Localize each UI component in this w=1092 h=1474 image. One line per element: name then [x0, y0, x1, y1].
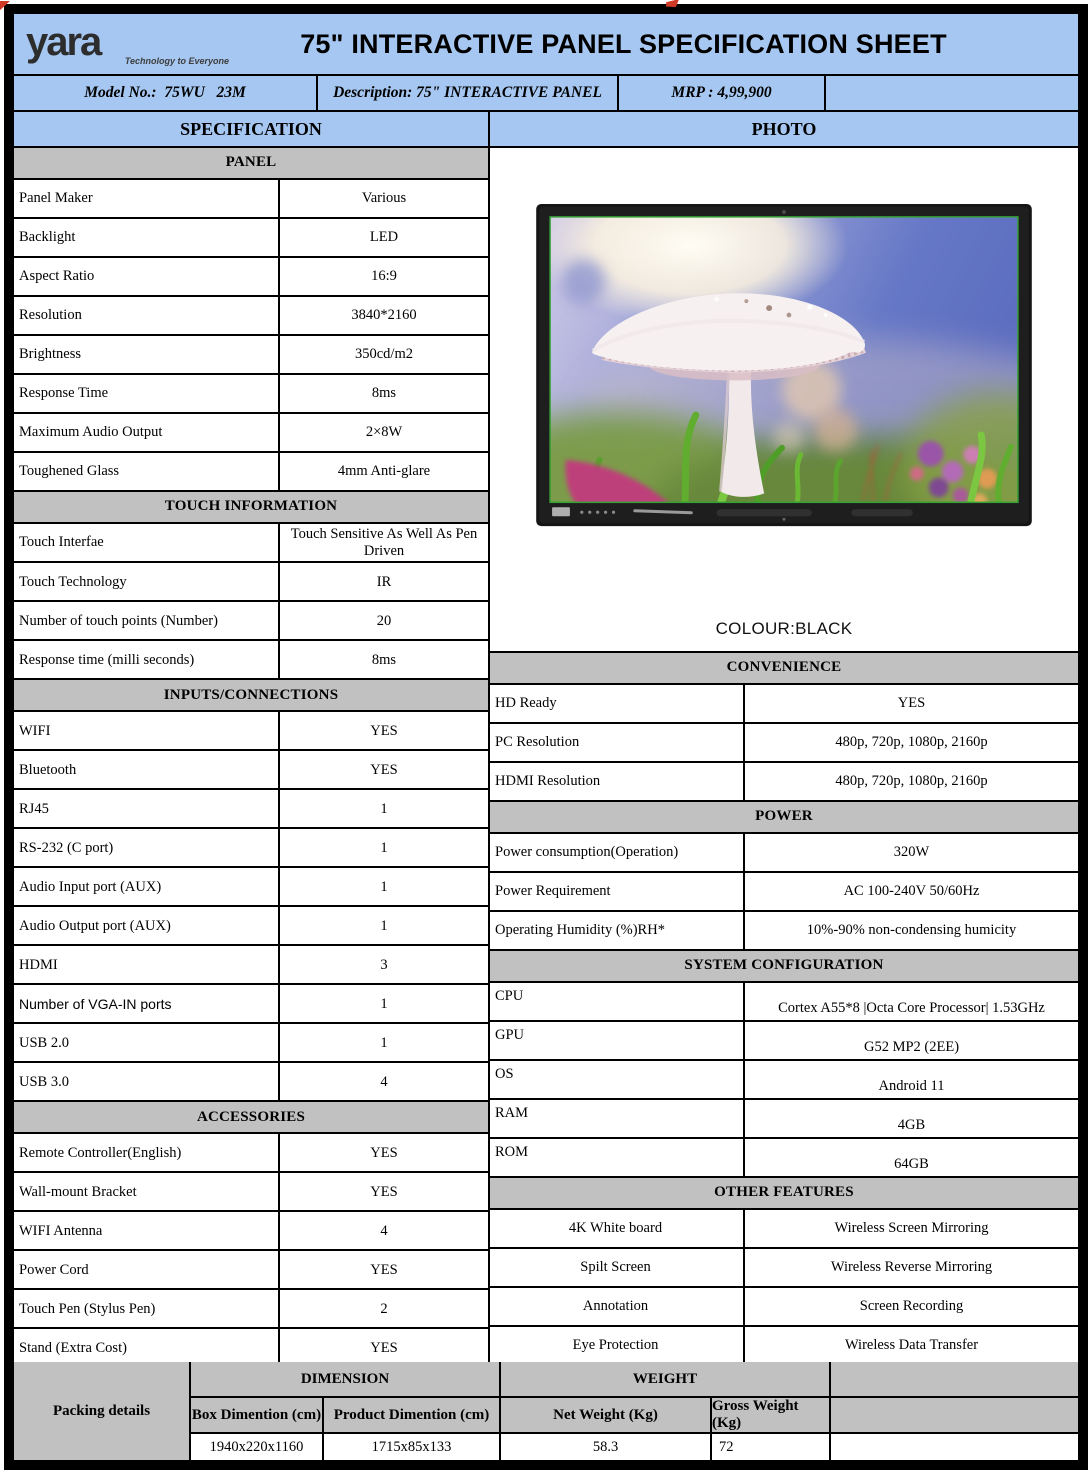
- packing-details-table: [14, 1362, 1078, 1460]
- section-header: ACCESSORIES: [14, 1102, 488, 1132]
- packing-empty-cell: [831, 1434, 1078, 1460]
- spec-label: Bluetooth: [14, 751, 278, 788]
- description: Description: 75" INTERACTIVE PANEL: [318, 76, 617, 110]
- spec-value: 1: [280, 1024, 488, 1061]
- spec-label: Response time (milli seconds): [14, 641, 278, 678]
- spec-value: 8ms: [280, 641, 488, 678]
- gross-weight-header: Gross Weight (Kg): [712, 1398, 829, 1432]
- spec-label: Backlight: [14, 219, 278, 256]
- spec-label: Touch Interfae: [14, 524, 278, 561]
- spec-value: 64GB: [745, 1139, 1078, 1176]
- net-weight-header: Net Weight (Kg): [501, 1398, 710, 1432]
- yara-logo-wordmark: yara: [26, 20, 101, 64]
- colour-label: COLOUR:BLACK: [715, 619, 853, 638]
- section-header: TOUCH INFORMATION: [14, 492, 488, 522]
- spec-value: YES: [280, 1329, 488, 1366]
- spec-label: WIFI Antenna: [14, 1212, 278, 1249]
- spec-value: Screen Recording: [745, 1288, 1078, 1325]
- spec-value: YES: [280, 751, 488, 788]
- spec-label: Spilt Screen: [490, 1249, 743, 1286]
- model-number: Model No.: 75WU 23M: [14, 76, 316, 110]
- photo-and-details-table: [490, 148, 1078, 1366]
- panel-screen-image: [536, 204, 1032, 541]
- gross-weight-value: 72: [712, 1434, 829, 1460]
- spec-value: 320W: [745, 834, 1078, 871]
- spec-label: OS: [490, 1061, 743, 1098]
- spec-label: Brightness: [14, 336, 278, 373]
- logo-tagline: Technology to Everyone: [124, 56, 229, 66]
- spec-value: 480p, 720p, 1080p, 2160p: [745, 763, 1078, 800]
- spec-value: 8ms: [280, 375, 488, 412]
- dimension-header: DIMENSION: [191, 1362, 499, 1396]
- spec-label: RS-232 (C port): [14, 829, 278, 866]
- spec-value: 1: [280, 985, 488, 1022]
- banner: [14, 14, 1078, 74]
- spec-label: Number of touch points (Number): [14, 602, 278, 639]
- spec-label: Panel Maker: [14, 180, 278, 217]
- box-dimension-header: Box Dimention (cm): [191, 1398, 322, 1432]
- spec-label: Eye Protection: [490, 1327, 743, 1364]
- spec-label: ROM: [490, 1139, 743, 1176]
- spec-value: YES: [280, 1251, 488, 1288]
- spec-label: Power Requirement: [490, 873, 743, 910]
- spec-label: RAM: [490, 1100, 743, 1137]
- section-header: SYSTEM CONFIGURATION: [490, 951, 1078, 981]
- spec-value: 480p, 720p, 1080p, 2160p: [745, 724, 1078, 761]
- spec-label: Touch Technology: [14, 563, 278, 600]
- spec-value: YES: [745, 685, 1078, 722]
- spec-label: Power Cord: [14, 1251, 278, 1288]
- spec-label: Resolution: [14, 297, 278, 334]
- mrp: MRP : 4,99,900: [619, 76, 824, 110]
- spec-value: AC 100-240V 50/60Hz: [745, 873, 1078, 910]
- column-header-row: [14, 112, 1078, 146]
- yara-logo: [26, 22, 251, 66]
- meta-row: [14, 76, 1078, 110]
- specification-table: [14, 148, 488, 1366]
- spec-label: Remote Controller(English): [14, 1134, 278, 1171]
- spec-value: Wireless Reverse Mirroring: [745, 1249, 1078, 1286]
- spec-value: YES: [280, 1173, 488, 1210]
- spec-value: Various: [280, 180, 488, 217]
- spec-label: Annotation: [490, 1288, 743, 1325]
- spec-value: Cortex A55*8 |Octa Core Processor| 1.53GHz: [745, 983, 1078, 1020]
- product-photo-cell: [490, 148, 1078, 651]
- section-header: PANEL: [14, 148, 488, 178]
- spec-label: Maximum Audio Output: [14, 414, 278, 451]
- spec-value: LED: [280, 219, 488, 256]
- spec-value: 1: [280, 790, 488, 827]
- spec-value: Wireless Data Transfer: [745, 1327, 1078, 1364]
- spec-value: 4mm Anti-glare: [280, 453, 488, 490]
- spec-label: RJ45: [14, 790, 278, 827]
- spec-label: Audio Output port (AUX): [14, 907, 278, 944]
- section-header: OTHER FEATURES: [490, 1178, 1078, 1208]
- photo-header: PHOTO: [490, 112, 1078, 146]
- spec-value: 1: [280, 868, 488, 905]
- spec-value: Touch Sensitive As Well As Pen Driven: [280, 524, 488, 561]
- section-header: CONVENIENCE: [490, 653, 1078, 683]
- spec-label: Stand (Extra Cost): [14, 1329, 278, 1366]
- logo-red-accent-icon: [0, 1, 10, 10]
- section-header: POWER: [490, 802, 1078, 832]
- spec-value: 4: [280, 1063, 488, 1100]
- spec-label: Audio Input port (AUX): [14, 868, 278, 905]
- spec-value: 2×8W: [280, 414, 488, 451]
- spec-label: GPU: [490, 1022, 743, 1059]
- spec-value: Android 11: [745, 1061, 1078, 1098]
- box-dimension-value: 1940x220x1160: [191, 1434, 322, 1460]
- product-dimension-value: 1715x85x133: [324, 1434, 499, 1460]
- spec-label: Response Time: [14, 375, 278, 412]
- packing-empty-cell: [831, 1398, 1078, 1432]
- spec-value: 16:9: [280, 258, 488, 295]
- meta-empty-cell: [826, 76, 1078, 110]
- spec-label: HD Ready: [490, 685, 743, 722]
- spec-label: Power consumption(Operation): [490, 834, 743, 871]
- spec-label: Touch Pen (Stylus Pen): [14, 1290, 278, 1327]
- spec-label: Number of VGA-IN ports: [14, 985, 278, 1022]
- spec-label: Aspect Ratio: [14, 258, 278, 295]
- spec-value: YES: [280, 1134, 488, 1171]
- spec-value: Wireless Screen Mirroring: [745, 1210, 1078, 1247]
- spec-label: PC Resolution: [490, 724, 743, 761]
- packing-details-label: Packing details: [14, 1362, 189, 1460]
- spec-value: 20: [280, 602, 488, 639]
- spec-label: USB 3.0: [14, 1063, 278, 1100]
- spec-label: 4K White board: [490, 1210, 743, 1247]
- spec-value: 3: [280, 946, 488, 983]
- spec-label: CPU: [490, 983, 743, 1020]
- page-title: 75" INTERACTIVE PANEL SPECIFICATION SHEET: [300, 28, 947, 59]
- specification-header: SPECIFICATION: [14, 112, 488, 146]
- spec-value: 1: [280, 907, 488, 944]
- spec-label: HDMI: [14, 946, 278, 983]
- spec-label: Wall-mount Bracket: [14, 1173, 278, 1210]
- spec-label: HDMI Resolution: [490, 763, 743, 800]
- logo-red-accent-icon: [666, 0, 679, 7]
- spec-value: 4GB: [745, 1100, 1078, 1137]
- weight-header: WEIGHT: [501, 1362, 829, 1396]
- interactive-panel-photo: [536, 204, 1032, 541]
- net-weight-value: 58.3: [501, 1434, 710, 1460]
- spec-value: 3840*2160: [280, 297, 488, 334]
- section-header: INPUTS/CONNECTIONS: [14, 680, 488, 710]
- spec-value: 350cd/m2: [280, 336, 488, 373]
- spec-value: G52 MP2 (2EE): [745, 1022, 1078, 1059]
- spec-value: 2: [280, 1290, 488, 1327]
- spec-value: 10%-90% non-condensing humicity: [745, 912, 1078, 949]
- main-columns: [14, 148, 1078, 1360]
- spec-label: WIFI: [14, 712, 278, 749]
- spec-value: IR: [280, 563, 488, 600]
- product-dimension-header: Product Dimention (cm): [324, 1398, 499, 1432]
- spec-label: Toughened Glass: [14, 453, 278, 490]
- sheet-frame: [4, 4, 1088, 1470]
- spec-value: 1: [280, 829, 488, 866]
- packing-empty-cell: [831, 1362, 1078, 1396]
- spec-label: Operating Humidity (%)RH*: [490, 912, 743, 949]
- spec-label: USB 2.0: [14, 1024, 278, 1061]
- spec-value: 4: [280, 1212, 488, 1249]
- spec-value: YES: [280, 712, 488, 749]
